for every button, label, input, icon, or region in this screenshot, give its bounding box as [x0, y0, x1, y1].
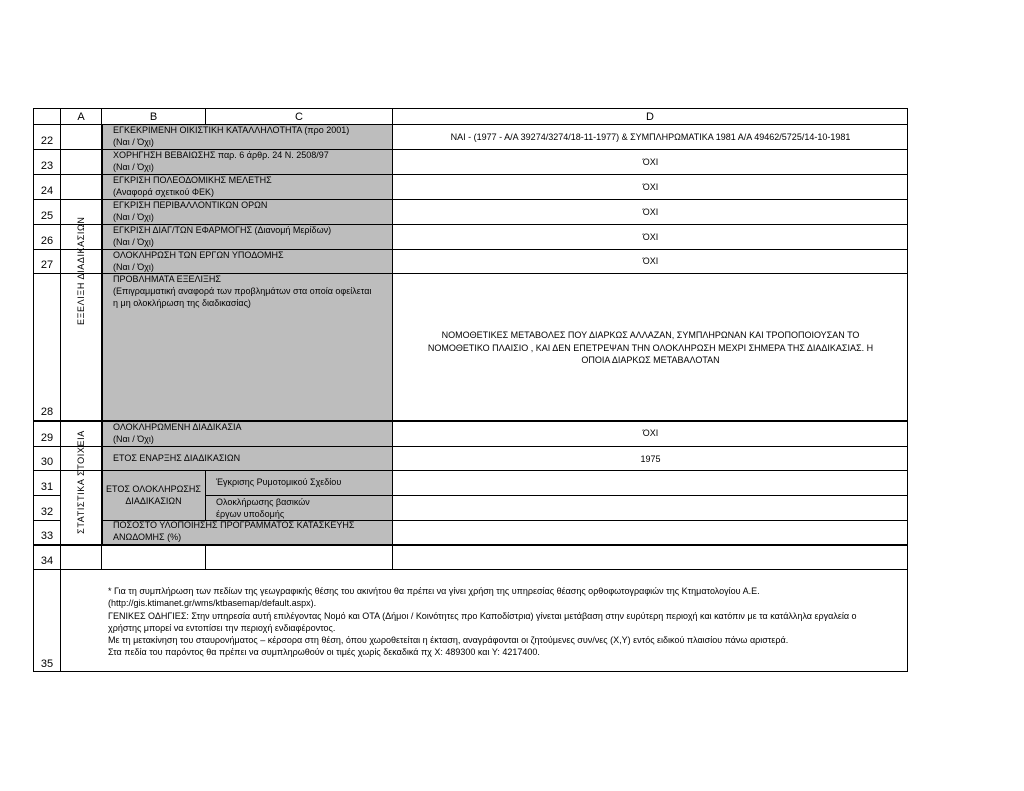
row-label-30: ΕΤΟΣ ΕΝΑΡΞΗΣ ΔΙΑΔΙΚΑΣΙΩΝ	[113, 453, 241, 463]
value-24: ΌΧΙ	[642, 182, 659, 192]
row-number: 26	[40, 235, 54, 247]
row-number: 23	[40, 160, 54, 172]
row-label-28: ΠΡΟΒΛΗΜΑΤΑ ΕΞΕΛΙΞΗΣ (Επιγραμματική αναφορά των προβλημάτων στα οποία οφείλεται η μη ολοκλήρωση της διαδικασίας)	[113, 274, 372, 308]
column-header-b: B	[149, 111, 158, 123]
value-30: 1975	[640, 454, 661, 464]
row-label-26: ΕΓΚΡΙΣΗ ΔΙΑΓ/ΤΩΝ ΕΦΑΡΜΟΓΗΣ (Διανομή Μερίδων) (Ναι / Όχι)	[113, 225, 332, 247]
row-label-25: ΕΓΚΡΙΣΗ ΠΕΡΙΒΑΛΛΟΝΤΙΚΩΝ ΟΡΩΝ (Ναι / Όχι)	[113, 200, 268, 222]
row-label-33: ΠΟΣΟΣΤΟ ΥΛΟΠΟΙΗΣΗΣ ΠΡΟΓΡΑΜΜΑΤΟΣ ΚΑΤΑΣΚΕΥΗΣ ΑΝΩΔΟΜΗΣ (%)	[113, 520, 355, 542]
row-label-27: ΟΛΟΚΛΗΡΩΣΗ ΤΩΝ ΕΡΓΩΝ ΥΠΟΔΟΜΗΣ (Ναι / Όχι)	[113, 250, 284, 272]
row-number: 28	[40, 406, 54, 418]
completion-year-label: ΕΤΟΣ ΟΛΟΚΛΗΡΩΣΗΣ ΔΙΑΔΙΚΑΣΙΩΝ	[106, 484, 201, 506]
row-number: 22	[40, 135, 54, 147]
footer-note: * Για τη συμπλήρωση των πεδίων της γεωγραφικής θέσης του ακινήτου θα πρέπει να γίνει χρήση της υπηρεσίας θέασης ορθοφωτογραφιών της Κτηματολογίου Α.Ε. (http://gis.ktimanet.gr/wms/ktbasemap/default.aspx). ΓΕΝΙΚΕΣ ΟΔΗΓΙΕΣ: Στην υπηρεσία αυτή επιλέγοντας Νομό και ΟΤΑ (Δήμοι / Κοινότητες προ Καποδίστρια) γίνεται μετάβαση στην ευρύτερη περιοχή και κατόπιν με τα κατάλληλα εργαλεία ο χρήστης μπορεί να εντοπίσει την περιοχή ενδιαφέροντος. Με τη μετακίνηση του σταυρονήματος – κέρσορα στη θέση, όπου χωροθετείται η έκταση, αναγράφονται οι ζητούμενες συν/νες (Χ,Υ) εντός ειδικού πλαισίου πάνω αριστερά. Στα πεδία του παρόντος θα πρέπει να συμπληρωθούν οι τιμές χωρίς δεκαδικά πχ Χ: 489300 και Υ: 4217400.	[108, 586, 857, 658]
value-23: ΌΧΙ	[642, 157, 659, 167]
row-number: 24	[40, 185, 54, 197]
column-header-d: D	[646, 111, 654, 123]
value-22: ΝΑΙ - (1977 - Α/Α 39274/3274/18-11-1977) & ΣΥΜΠΛΗΡΩΜΑΤΙΚΑ 1981 Α/Α 49462/5725/14-10-1981	[450, 132, 851, 142]
row-number: 34	[40, 555, 54, 567]
column-header-a: A	[77, 111, 85, 123]
value-26: ΌΧΙ	[642, 232, 659, 242]
row-label-23: ΧΟΡΗΓΗΣΗ ΒΕΒΑΙΩΣΗΣ παρ. 6 άρθρ. 24 Ν. 2508/97 (Ναι / Όχι)	[113, 150, 329, 172]
column-header-c: C	[295, 111, 303, 123]
row-number: 33	[40, 530, 54, 542]
row-number: 32	[40, 506, 54, 518]
spreadsheet-grid	[33, 108, 908, 672]
value-27: ΌΧΙ	[642, 256, 659, 266]
row-label-29: ΟΛΟΚΛΗΡΩΜΕΝΗ ΔΙΑΔΙΚΑΣΙΑ (Ναι / Όχι)	[113, 422, 242, 444]
row-number: 27	[40, 259, 54, 271]
row-number: 25	[40, 210, 54, 222]
row-label-22: ΕΓΚΕΚΡΙΜΕΝΗ ΟΙΚΙΣΤΙΚΗ ΚΑΤΑΛΛΗΛΟΤΗΤΑ (προ 2001) (Ναι / Όχι)	[113, 125, 350, 147]
row-number: 30	[40, 456, 54, 468]
group-label-statistics: ΣΤΑΤΙΣΤΙΚΑ ΣΤΟΙΧΕΙΑ	[76, 430, 86, 534]
row-number: 29	[40, 432, 54, 444]
value-29: ΌΧΙ	[642, 428, 659, 438]
row-number: 31	[40, 481, 54, 493]
row-sublabel-32: Ολοκλήρωσης βασικών έργων υποδομής	[216, 497, 310, 519]
row-label-24: ΕΓΚΡΙΣΗ ΠΟΛΕΟΔΟΜΙΚΗΣ ΜΕΛΕΤΗΣ (Αναφορά σχετικού ΦΕΚ)	[113, 175, 272, 197]
value-28: ΝΟΜΟΘΕΤΙΚΕΣ ΜΕΤΑΒΟΛΕΣ ΠΟΥ ΔΙΑΡΚΩΣ ΑΛΛΑΖΑΝ, ΣΥΜΠΛΗΡΩΝΑΝ ΚΑΙ ΤΡΟΠΟΠΟΙΟΥΣΑΝ ΤΟ ΝΟΜΟΘΕΤΙΚΟ ΠΛΑΙΣΙΟ , ΚΑΙ ΔΕΝ ΕΠΕΤΡΕΨΑΝ ΤΗΝ ΟΛΟΚΛΗΡΩΣΗ ΜΕΧΡΙ ΣΗΜΕΡΑ ΤΗΣ ΔΙΑΔΙΚΑΣΙΑΣ. Η ΟΠΟΙΑ ΔΙΑΡΚΩΣ ΜΕΤΑΒΑΛΟΤΑΝ	[427, 330, 874, 365]
row-number: 35	[40, 658, 54, 670]
group-label-evolution: ΕΞΕΛΙΞΗ ΔΙΑΔΙΚΑΣΙΩΝ	[76, 216, 86, 325]
row-sublabel-31: Έγκρισης Ρυμοτομικού Σχεδίου	[216, 477, 342, 487]
value-25: ΌΧΙ	[642, 207, 659, 217]
